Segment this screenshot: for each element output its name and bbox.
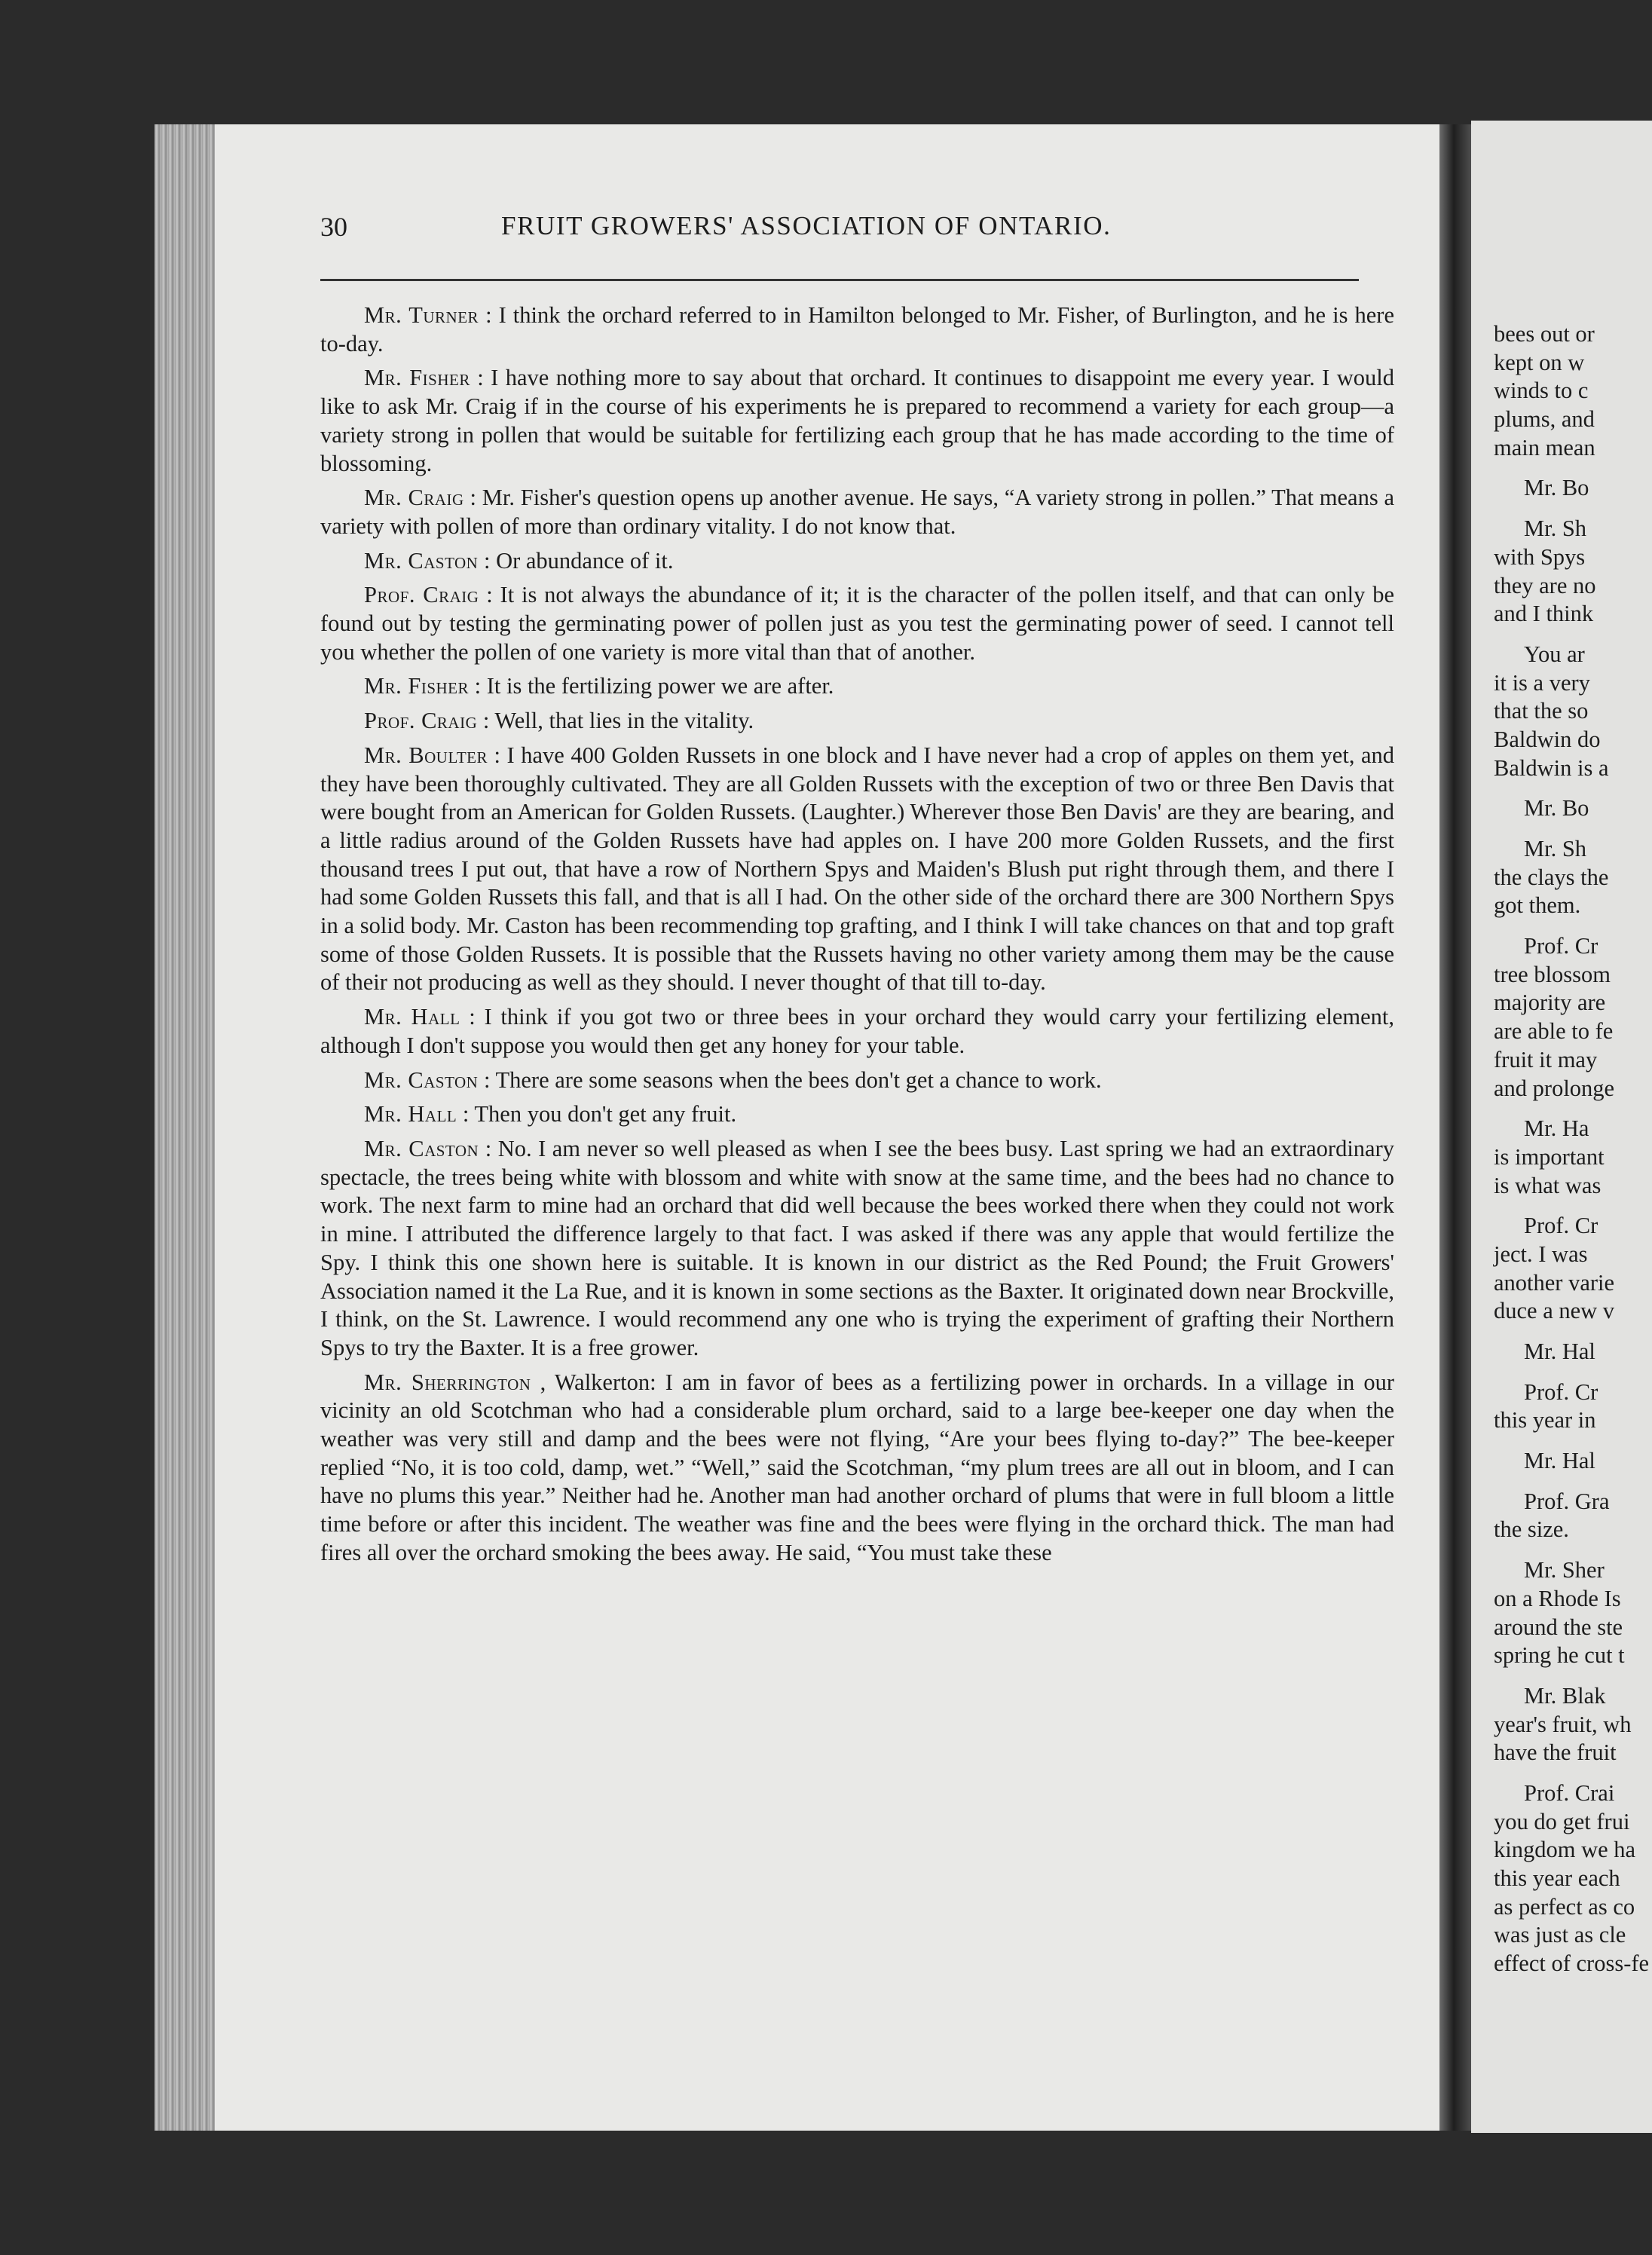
- speech-paragraph: [320, 547, 1394, 576]
- facing-page-line: Mr. Ha: [1524, 1115, 1589, 1142]
- speaker-name: Prof. Craig: [364, 582, 479, 608]
- facing-page-line: have the fruit: [1494, 1739, 1617, 1766]
- running-title: FRUIT GROWERS' ASSOCIATION OF ONTARIO.: [501, 211, 1112, 240]
- speech-text: : I have nothing more to say about that orchard. It continues to disappoint me every year. I would like to ask Mr. Craig if in the course of his experiments he is prepared to recommend a variety for each group—a variety strong in pollen that would be suitable for fertilizing each group that he has made according to the time of blossoming.: [320, 365, 1394, 476]
- facing-page-line: and I think: [1494, 601, 1594, 627]
- facing-page-line: are able to fe: [1494, 1018, 1614, 1045]
- speech-text: : Mr. Fisher's question opens up another avenue. He says, “A variety strong in pollen.” That means a variety with pollen of more than ordinary vitality. I do not know that.: [320, 485, 1395, 539]
- speaker-name: Mr. Caston: [364, 1066, 479, 1093]
- body-text: [320, 301, 1394, 1574]
- facing-page-line: Mr. Sher: [1524, 1557, 1605, 1583]
- facing-page-line: Mr. Hal: [1524, 1339, 1595, 1364]
- speech-paragraph: [320, 581, 1394, 666]
- facing-page-line: got them.: [1494, 892, 1581, 919]
- facing-page-line: effect of cross-fe: [1494, 1951, 1650, 1977]
- facing-page-line: Baldwin is a: [1494, 754, 1609, 781]
- facing-page-line: kingdom we ha: [1494, 1837, 1636, 1863]
- speaker-name: Mr. Fisher: [364, 365, 470, 391]
- facing-page-line: is what was: [1494, 1172, 1602, 1198]
- facing-page-text: [1494, 320, 1652, 1978]
- facing-page-line: is important: [1494, 1143, 1605, 1170]
- speech-paragraph: [320, 364, 1394, 478]
- speech-paragraph: [320, 484, 1394, 540]
- speech-paragraph: [320, 1369, 1394, 1568]
- facing-page-line: duce a new v: [1494, 1298, 1615, 1324]
- book-gutter: [1439, 124, 1471, 2131]
- facing-page-line: year's fruit, wh: [1494, 1711, 1632, 1737]
- speech-text: : Well, that lies in the vitality.: [482, 708, 754, 734]
- facing-page-line: main mean: [1494, 434, 1595, 460]
- speech-text: : Then you don't get any fruit.: [462, 1101, 737, 1128]
- facing-page-line: this year each: [1494, 1865, 1620, 1891]
- speech-text: : There are some seasons when the bees don't get a chance to work.: [483, 1066, 1102, 1093]
- facing-page: [1471, 121, 1652, 2133]
- speech-text: : I think if you got two or three bees in your orchard they would carry your fertilizing element, although I don't suppose you would then get any honey for your table.: [320, 1004, 1394, 1058]
- speaker-name: Mr. Boulter: [364, 742, 488, 768]
- facing-page-line: tree blossom: [1494, 961, 1611, 987]
- facing-page-line: kept on w: [1494, 349, 1585, 375]
- facing-page-line: was just as cle: [1494, 1922, 1626, 1948]
- facing-page-line: ject. I was: [1494, 1241, 1588, 1267]
- facing-page-line: Prof. Crai: [1524, 1779, 1615, 1806]
- facing-page-line: another varie: [1494, 1269, 1615, 1296]
- speech-paragraph: [320, 1066, 1394, 1095]
- speaker-name: Mr. Hall: [364, 1101, 457, 1128]
- facing-page-line: it is a very: [1494, 669, 1590, 696]
- speech-paragraph: [320, 672, 1394, 701]
- speech-text: : No. I am never so well pleased as when I see the bees busy. Last spring we had an extraordinary spectacle, the trees being white with blossom and white with snow at the same time, and the bees had no chance to work. The next farm to mine had an orchard that did well because the bees worked there when they could not work in mine. I attributed the difference largely to that fact. I was asked if there was any apple that would fertilize the Spy. I think this one shown here is suitable. It is known in our district as the Red Pound; the Fruit Growers' Association named it the La Rue, and it is known in some sections as the Baxter. It originated down near Brockville, I think, on the St. Lawrence. I would recommend any one who is trying the experiment of grafting their Northern Spys to try the Baxter. It is a free grower.: [320, 1135, 1394, 1360]
- facing-page-line: majority are: [1494, 990, 1606, 1016]
- speaker-name: Mr. Fisher: [364, 673, 470, 699]
- speaker-name: Mr. Hall: [364, 1004, 460, 1030]
- facing-page-line: the clays the: [1494, 864, 1609, 890]
- facing-page-line: this year in: [1494, 1407, 1596, 1433]
- speech-paragraph: [320, 1003, 1394, 1060]
- facing-page-line: around the ste: [1494, 1614, 1623, 1640]
- facing-page-line: Mr. Sh: [1524, 516, 1587, 542]
- facing-page-line: fruit it may: [1494, 1046, 1598, 1072]
- facing-page-line: and prolonge: [1494, 1075, 1615, 1101]
- facing-page-line: Prof. Cr: [1524, 1213, 1598, 1239]
- speech-text: : It is the fertilizing power we are after.: [474, 673, 834, 699]
- facing-page-line: they are no: [1494, 572, 1596, 598]
- facing-page-line: Baldwin do: [1494, 726, 1601, 752]
- facing-page-line: plums, and: [1494, 406, 1595, 433]
- facing-page-line: winds to c: [1494, 378, 1589, 404]
- facing-page-line: with Spys: [1494, 543, 1586, 570]
- facing-page-line: Mr. Hal: [1524, 1448, 1595, 1474]
- book-page: [215, 124, 1439, 2131]
- facing-page-line: on a Rhode Is: [1494, 1585, 1621, 1611]
- facing-page-line: bees out or: [1494, 321, 1595, 347]
- facing-page-line: Prof. Cr: [1524, 1378, 1598, 1405]
- speech-text: : I think the orchard referred to in Hamilton belonged to Mr. Fisher, of Burlington, and he is here to-day.: [320, 302, 1394, 356]
- speech-paragraph: [320, 742, 1394, 997]
- speech-text: : It is not always the abundance of it; it is the character of the pollen itself, and that can only be found out by testing the germinating power of pollen just as you test the germinating power of seed. I cannot tell you whether the pollen of one variety is more vital than that of another.: [320, 582, 1394, 665]
- speech-text: : I have 400 Golden Russets in one block and I have never had a crop of apples on them yet, and they have been thoroughly cultivated. They are all Golden Russets with the exception of two or three Ben Davis that were bought from an American for Golden Russets. (Laughter.) Wherever those Ben Davis' are they are bearing, and a little radius around of the Golden Russets have had apples on. I have 200 more Golden Russets, and the first thousand trees I put out, that have a row of Northern Spys and Maiden's Blush put right through them, and there I had some Golden Russets this fall, and that is all I had. On the other side of the orchard there are 300 Northern Spys in a solid body. Mr. Caston has been recommending top grafting, and I think I will take chances on that and top graft some of those Golden Russets. It is possible that the Russets having no other variety among them may be the cause of their not producing as well as they should. I never thought of that till to-day.: [320, 742, 1394, 996]
- facing-page-line: Mr. Bo: [1524, 475, 1589, 501]
- facing-page-line: Prof. Cr: [1524, 933, 1598, 959]
- speaker-name: Mr. Turner: [364, 302, 479, 328]
- speaker-name: Mr. Sherrington: [364, 1369, 531, 1395]
- speaker-name: Mr. Craig: [364, 485, 464, 511]
- speaker-name: Mr. Caston: [364, 547, 479, 574]
- speech-paragraph: [320, 1135, 1394, 1363]
- facing-page-line: you do get frui: [1494, 1808, 1630, 1834]
- speech-paragraph: [320, 301, 1394, 358]
- speech-text: , Walkerton: I am in favor of bees as a fertilizing power in orchards. In a village in our vicinity an old Scotchman who had a considerable plum orchard, said to a large bee-keeper one day when the weather was very still and damp and the bees were not flying, “Are your bees flying to-day?” The bee-keeper replied “No, it is too cold, damp, wet.” “Well,” said the Scotchman, “my plum trees are all out in bloom, and I can have no plums this year.” Neither had he. Another man had another orchard of plums that were in full bloom a little time before or after this incident. The weather was fine and the bees were flying in the orchard thick. The man had fires all over the orchard smoking the bees away. He said, “You must take these: [320, 1369, 1395, 1565]
- page-number: 30: [320, 212, 347, 242]
- speech-paragraph: [320, 1100, 1394, 1129]
- facing-page-line: spring he cut t: [1494, 1642, 1625, 1669]
- speech-text: : Or abundance of it.: [483, 547, 674, 574]
- facing-page-line: the size.: [1494, 1516, 1569, 1543]
- speaker-name: Mr. Caston: [364, 1135, 479, 1161]
- page-header: [320, 211, 1428, 249]
- page-edges: [154, 124, 215, 2131]
- speaker-name: Prof. Craig: [364, 708, 478, 734]
- facing-page-line: Mr. Sh: [1524, 836, 1587, 861]
- facing-page-line: as perfect as co: [1494, 1893, 1635, 1920]
- facing-page-line: Prof. Gra: [1524, 1488, 1610, 1514]
- facing-page-line: Mr. Bo: [1524, 795, 1589, 822]
- header-rule: [320, 279, 1359, 281]
- facing-page-line: that the so: [1494, 698, 1589, 724]
- facing-page-line: Mr. Blak: [1524, 1682, 1606, 1709]
- speech-paragraph: [320, 707, 1394, 736]
- facing-page-line: You ar: [1524, 641, 1585, 667]
